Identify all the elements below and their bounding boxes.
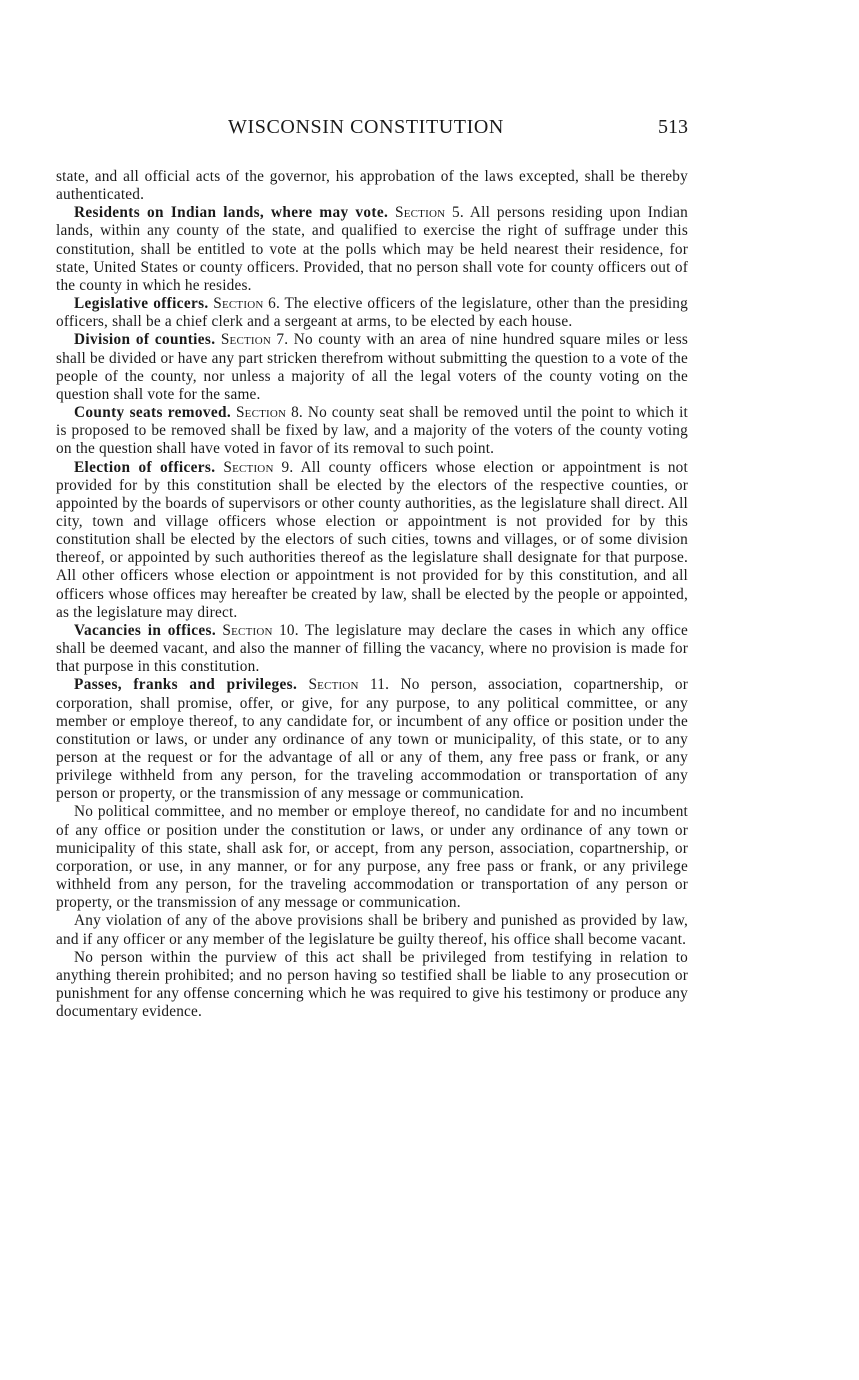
paragraph	[56, 912, 688, 948]
page-number: 513	[658, 116, 688, 138]
paragraph-text: state, and all official acts of the governor, his approbation of the laws excepted, shall be thereby authenticated.	[56, 168, 688, 204]
body-text	[56, 168, 688, 1021]
paragraph	[56, 949, 688, 1022]
paragraph-text: No political committee, and no member or employe thereof, no candidate for and no incumbent of any office or position under the constitution or laws, or under any ordinance of any town or municipality of this state, shall ask for, or accept, from any person, association, copartnership, or corporation, or use, in any manner, or for any purpose, any free pass or frank, or any privilege withheld from any person, for the traveling accommodation or transportation of any person or property, or the transmission of any message or communication.	[56, 803, 688, 912]
running-head	[228, 116, 688, 139]
section-7-paragraph	[56, 331, 688, 404]
section-label: Section 9.	[223, 458, 294, 476]
section-label: Section 10.	[222, 621, 299, 639]
paragraph-text: Any violation of any of the above provisions shall be bribery and punished as provided by law, and if any officer or any member of the legislature be guilty thereof, his office shall become vacant.	[56, 912, 688, 948]
page-title: WISCONSIN CONSTITUTION	[228, 116, 504, 138]
section-heading: Election of officers.	[74, 458, 216, 476]
section-label: Section 6.	[213, 295, 281, 313]
section-heading: Passes, franks and privileges.	[74, 676, 298, 694]
section-label: Section 11.	[308, 676, 390, 694]
paragraph-text: The elective officers of the legislature, other than the presiding officers, shall be a chief clerk and a sergeant at arms, to be elected by each house.	[56, 295, 688, 331]
section-heading: Vacancies in offices.	[74, 621, 216, 639]
paragraph	[56, 168, 688, 204]
section-label: Section 8.	[235, 404, 303, 422]
section-8-paragraph	[56, 404, 688, 458]
section-heading: Division of counties.	[74, 331, 216, 349]
section-label: Section 7.	[220, 331, 289, 349]
section-11-paragraph	[56, 676, 688, 803]
section-label: Section 5.	[395, 204, 464, 222]
paragraph-text: All county officers whose election or appointment is not provided for by this constitution shall be elected by the electors of the respective counties, or appointed by the boards of supervisors or other county authorities, as the legislature shall direct. All city, town and village officers whose election or appointment is not provided for by this constitution shall be elected by the electors of such cities, towns and villages, or of some division thereof, or appointed by such authorities thereof as the legislature shall designate for that purpose. All other officers whose election or appointment is not provided for by this constitution, and all officers whose offices may hereafter be created by law, shall be elected by the people or appointed, as the legislature may direct.	[56, 458, 688, 621]
section-heading: Legislative officers.	[74, 295, 209, 313]
section-5-paragraph	[56, 204, 688, 295]
section-9-paragraph	[56, 459, 688, 622]
section-6-paragraph	[56, 295, 688, 331]
paragraph	[56, 803, 688, 912]
section-heading: Residents on Indian lands, where may vote.	[74, 204, 389, 222]
paragraph-text: No person within the purview of this act shall be privileged from testifying in relation to anything therein prohibited; and no person having so testified shall be liable to any prosecution or punishment for any offense concerning which he was required to give his testimony or produce any documentary evidence.	[56, 948, 688, 1021]
paragraph-text: All persons residing upon Indian lands, within any county of the state, and qualified to exercise the right of suffrage under this constitution, shall be entitled to vote at the polls which may be held nearest their residence, for state, United States or county officers. Provided, that no person shall vote for county officers out of the county in which he resides.	[56, 204, 688, 294]
paragraph-text: No county with an area of nine hundred square miles or less shall be divided or have any part stricken therefrom without submitting the question to a vote of the people of the county, nor unless a majority of all the legal voters of the county voting on the question shall vote for the same.	[56, 331, 689, 403]
section-10-paragraph	[56, 622, 688, 676]
section-heading: County seats removed.	[74, 404, 232, 422]
paragraph-text: No county seat shall be removed until the point to which it is proposed to be removed shall be fixed by law, and a majority of the voters of the county voting on the question shall have voted in favor of its removal to such point.	[56, 404, 688, 458]
paragraph-text: No person, association, copartnership, or corporation, shall promise, offer, or give, for any purpose, to any political committee, or any member or employe thereof, to any candidate for, or incumbent of any office or position under the constitution or laws, or under any ordinance of any town or municipality, of this state, or to any person at the request or for the advantage of all or any of them, any free pass or frank, or any privilege withheld from any person, for the traveling accommodation or transportation of any person or property, or the transmission of any message or communication.	[56, 676, 688, 803]
paragraph-text: The legislature may declare the cases in which any office shall be deemed vacant, and also the manner of filling the vacancy, where no provision is made for that purpose in this constitution.	[56, 621, 688, 676]
